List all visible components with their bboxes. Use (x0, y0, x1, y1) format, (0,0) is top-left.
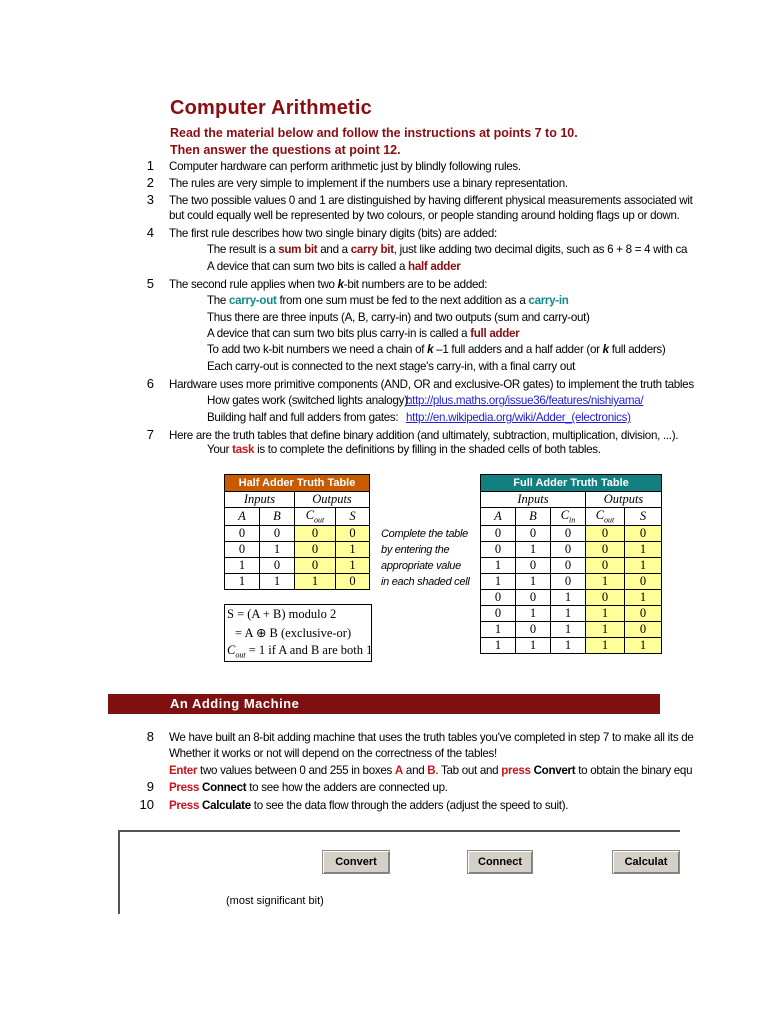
table-cell: 1 (260, 541, 295, 557)
item-7-text: Here are the truth tables that define binary addition (and ultimately, subtraction, multiplication, division, ...). (169, 429, 679, 442)
input-cell[interactable]: 1 (295, 573, 336, 589)
item-number-7: 7 (146, 427, 154, 442)
full-inputs-header: Inputs (481, 492, 586, 508)
half-col-s: S (336, 508, 370, 526)
item-3-text-b: but could equally well be represented by two colours, or people standing around holding flags up or down. (169, 209, 680, 222)
item-number-8: 8 (146, 729, 154, 744)
table-row (481, 541, 662, 557)
table-row (225, 557, 370, 573)
table-cell: 0 (225, 525, 260, 541)
table-cell: 1 (551, 589, 586, 605)
item-7-line-a: Your task is to complete the definitions by filling in the shaded cells of both tables. (207, 443, 601, 456)
half-adder-title: Half Adder Truth Table (225, 475, 370, 492)
input-cell[interactable]: 1 (625, 541, 662, 557)
input-cell[interactable]: 1 (336, 557, 370, 573)
table-cell: 0 (260, 525, 295, 541)
item-4-line-a: The result is a sum bit and a carry bit, just like adding two decimal digits, such as 6 + 8 = 4 with ca (207, 243, 688, 256)
intro-line-1: Read the material below and follow the instructions at points 7 to 10. (170, 126, 578, 140)
item-number-4: 4 (146, 225, 154, 240)
input-cell[interactable]: 0 (295, 541, 336, 557)
full-col-cin: $C_{in}$ (551, 508, 586, 526)
full-col-a: A (481, 508, 516, 526)
item-5-line-e: Each carry-out is connected to the next stage's carry-in, with a final carry out (207, 360, 576, 373)
table-row (225, 525, 370, 541)
full-outputs-header: Outputs (586, 492, 662, 508)
input-cell[interactable]: 0 (295, 525, 336, 541)
full-col-cout: $C_{out}$ (586, 508, 625, 526)
table-row (481, 557, 662, 573)
table-cell: 0 (516, 621, 551, 637)
full-adder-table (480, 474, 662, 654)
half-col-cout: $C_{out}$ (295, 508, 336, 526)
table-cell: 0 (516, 557, 551, 573)
table-cell: 0 (551, 573, 586, 589)
table-cell: 0 (551, 541, 586, 557)
table-cell: 0 (481, 525, 516, 541)
input-cell[interactable]: 0 (625, 525, 662, 541)
table-cell: 1 (551, 621, 586, 637)
section-bar (108, 694, 660, 714)
half-col-a: A (225, 508, 260, 526)
input-cell[interactable]: 0 (336, 525, 370, 541)
item-2-text: The rules are very simple to implement if the numbers use a binary representation. (169, 177, 568, 190)
table-cell: 0 (481, 589, 516, 605)
full-adder-title: Full Adder Truth Table (481, 475, 662, 492)
table-cell: 1 (551, 605, 586, 621)
table-cell: 1 (551, 637, 586, 653)
table-cell: 1 (481, 557, 516, 573)
table-cell: 1 (481, 573, 516, 589)
gates-link[interactable]: http://plus.maths.org/issue36/features/nishiyama/ (406, 394, 644, 407)
table-cell: 0 (551, 525, 586, 541)
table-cell: 0 (551, 557, 586, 573)
input-cell[interactable]: 0 (336, 573, 370, 589)
calculate-button[interactable]: Calculat (612, 850, 680, 874)
input-cell[interactable]: 1 (586, 621, 625, 637)
table-row (481, 621, 662, 637)
item-6-line-a: How gates work (switched lights analogy): (207, 394, 411, 407)
msb-label: (most significant bit) (226, 895, 324, 907)
table-row (481, 525, 662, 541)
full-col-s: S (625, 508, 662, 526)
table-cell: 0 (260, 557, 295, 573)
input-cell[interactable]: 0 (586, 541, 625, 557)
table-row (481, 605, 662, 621)
adding-machine-panel (118, 830, 680, 914)
input-cell[interactable]: 1 (625, 589, 662, 605)
input-cell[interactable]: 0 (625, 573, 662, 589)
adders-link[interactable]: http://en.wikipedia.org/wiki/Adder_(electronics) (406, 411, 631, 424)
item-6-text: Hardware uses more primitive components (AND, OR and exclusive-OR gates) to implement the truth tables (169, 378, 694, 391)
item-5-line-d: To add two k-bit numbers we need a chain of k –1 full adders and a half adder (or k full adders) (207, 343, 666, 356)
formula-box (224, 604, 372, 662)
item-10-text: Press Calculate to see the data flow through the adders (adjust the speed to suit). (169, 799, 569, 812)
connect-button[interactable]: Connect (467, 850, 533, 874)
section-title: An Adding Machine (170, 696, 300, 711)
item-number-1: 1 (146, 158, 154, 173)
item-3-text-a: The two possible values 0 and 1 are distinguished by having different physical measurements associated wit (169, 194, 693, 207)
formula-line-1: S = (A + B) modulo 2 (227, 607, 337, 621)
input-cell[interactable]: 0 (586, 525, 625, 541)
item-5-text: The second rule applies when two k-bit numbers are to be added: (169, 278, 488, 291)
item-5-line-b: Thus there are three inputs (A, B, carry-in) and two outputs (sum and carry-out) (207, 311, 590, 324)
half-outputs-header: Outputs (295, 492, 370, 508)
table-cell: 0 (516, 525, 551, 541)
note-line-3: appropriate value (381, 560, 461, 572)
item-number-5: 5 (146, 276, 154, 291)
input-cell[interactable]: 0 (586, 557, 625, 573)
table-cell: 1 (516, 605, 551, 621)
table-row (481, 637, 662, 653)
table-cell: 1 (516, 637, 551, 653)
note-line-4: in each shaded cell (381, 576, 470, 588)
input-cell[interactable]: 0 (625, 605, 662, 621)
note-line-1: Complete the table (381, 528, 468, 540)
table-cell: 1 (481, 637, 516, 653)
item-number-2: 2 (146, 175, 154, 190)
input-cell[interactable]: 0 (625, 621, 662, 637)
table-cell: 0 (481, 541, 516, 557)
intro-line-2: Then answer the questions at point 12. (170, 143, 401, 157)
table-cell: 1 (516, 541, 551, 557)
formula-line-3: $C_{out} = 1$ if A and B are both 1 (227, 643, 373, 660)
table-row (225, 541, 370, 557)
table-cell: 0 (481, 605, 516, 621)
full-col-b: B (516, 508, 551, 526)
input-cell[interactable]: 1 (336, 541, 370, 557)
item-4-line-b: A device that can sum two bits is called a half adder (207, 260, 461, 273)
item-9-text: Press Connect to see how the adders are connected up. (169, 781, 448, 794)
half-col-b: B (260, 508, 295, 526)
input-cell[interactable]: 1 (586, 637, 625, 653)
table-cell: 1 (225, 557, 260, 573)
note-line-2: by entering the (381, 544, 450, 556)
input-cell[interactable]: 1 (586, 605, 625, 621)
item-4-text: The first rule describes how two single binary digits (bits) are added: (169, 227, 497, 240)
table-cell: 0 (225, 541, 260, 557)
item-number-9: 9 (146, 779, 154, 794)
input-cell[interactable]: 0 (586, 589, 625, 605)
convert-button[interactable]: Convert (322, 850, 390, 874)
item-5-line-c: A device that can sum two bits plus carry-in is called a full adder (207, 327, 520, 340)
half-adder-table (224, 474, 370, 590)
input-cell[interactable]: 1 (625, 557, 662, 573)
item-number-10: 10 (139, 797, 154, 812)
table-row (481, 589, 662, 605)
item-8-line-b: Whether it works or not will depend on the correctness of the tables! (169, 747, 497, 760)
table-cell: 0 (516, 589, 551, 605)
input-cell[interactable]: 1 (625, 637, 662, 653)
table-cell: 1 (260, 573, 295, 589)
formula-line-2: = A ⊕ B (exclusive-or) (235, 626, 352, 640)
item-6-line-b: Building half and full adders from gates: (207, 411, 399, 424)
item-8-line-c: Enter two values between 0 and 255 in boxes A and B. Tab out and press Convert to obtain the binary equ (169, 764, 693, 777)
input-cell[interactable]: 0 (295, 557, 336, 573)
item-1-text: Computer hardware can perform arithmetic just by blindly following rules. (169, 160, 521, 173)
table-cell: 1 (225, 573, 260, 589)
item-number-6: 6 (146, 376, 154, 391)
table-cell: 1 (516, 573, 551, 589)
item-number-3: 3 (146, 192, 154, 207)
table-row (225, 573, 370, 589)
page-title: Computer Arithmetic (170, 97, 372, 119)
table-row (481, 573, 662, 589)
table-cell: 1 (481, 621, 516, 637)
half-inputs-header: Inputs (225, 492, 295, 508)
item-8-text: We have built an 8-bit adding machine that uses the truth tables you've completed in step 7 to make all its de (169, 731, 694, 744)
item-5-line-a: The carry-out from one sum must be fed to the next addition as a carry-in (207, 294, 569, 307)
input-cell[interactable]: 1 (586, 573, 625, 589)
